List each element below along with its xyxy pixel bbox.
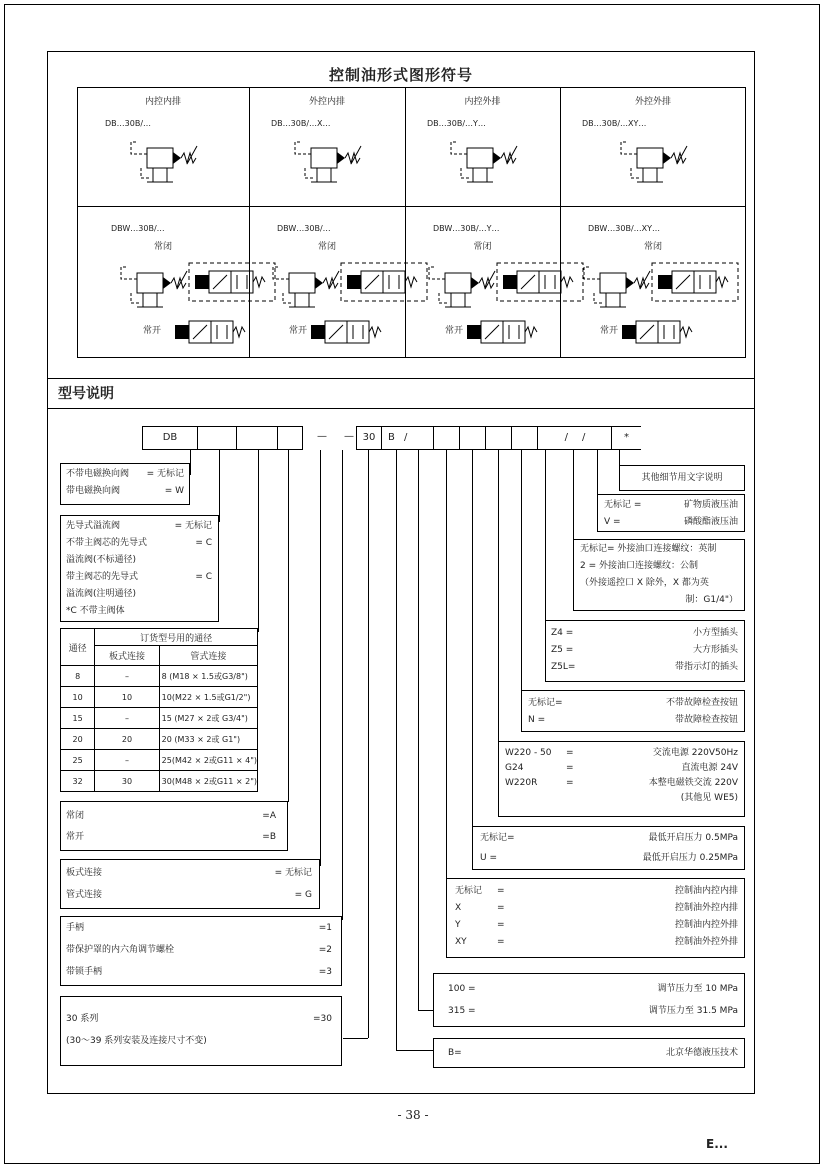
code-slash-2: /: [537, 426, 575, 450]
diameter-cell: 10: [95, 687, 159, 708]
code-slash-1: /: [404, 426, 434, 450]
diameter-cell: 25: [61, 750, 95, 771]
normally-closed-label: 常闭: [473, 242, 492, 252]
diameter-cell: 10(M22 × 1.5或G1/2"): [159, 687, 257, 708]
code-slot-3: [277, 426, 303, 450]
pressure-value: 调节压力至 31.5 MPa: [648, 1006, 738, 1016]
diameter-cell: 25(M42 × 2或G11 × 4"): [159, 750, 257, 771]
symbol-code: DBW…30B/…: [111, 224, 165, 233]
control-desc: 控制油外控外排: [674, 937, 738, 947]
diameter-cell: 15: [61, 708, 95, 729]
power-code: W220 - 50: [505, 748, 552, 758]
code-dash-1: —: [302, 426, 342, 450]
handle-label: 手柄: [66, 923, 85, 933]
power-desc: (其他见 WE5): [680, 793, 738, 803]
control-eq: =: [497, 937, 505, 947]
diameter-cell: 20: [95, 729, 159, 750]
diameter-cell: 10: [61, 687, 95, 708]
handle-value: =3: [318, 967, 332, 977]
symbol-cell-solenoid-2: [405, 207, 560, 357]
code-slot-7: [511, 426, 538, 450]
diameter-row: [61, 687, 258, 708]
valve-type-label: *C 不带主阀体: [66, 606, 125, 616]
symbol-cell-solenoid-3: [560, 207, 746, 357]
thread-line: 2 = 外接油口连接螺纹：公制: [580, 561, 698, 571]
nc-no-label: 常开: [66, 832, 85, 842]
diameter-cell: 8 (M18 × 1.5或G3/8"): [159, 666, 257, 687]
oil-value: 磷酸酯液压油: [683, 517, 738, 527]
pressure-min-label: 无标记=: [480, 833, 515, 843]
normally-closed-label: 常闭: [643, 242, 662, 252]
connection-value: = G: [294, 890, 312, 900]
control-desc: 控制油内控外排: [674, 920, 738, 930]
valve-type-label: 溢流阀(注明通径): [66, 589, 137, 599]
power-code: G24: [505, 763, 524, 773]
plug-value: 带指示灯的插头: [674, 662, 738, 672]
series-label: (30～39 系列安装及连接尺寸不变): [66, 1036, 207, 1046]
fault-value: 不带故障检查按钮: [665, 698, 738, 708]
nc-no-value: =B: [262, 832, 276, 842]
section-title-symbols: 控制油形式图形符号: [328, 66, 473, 84]
oil-label: V =: [604, 517, 621, 527]
control-code: 无标记: [455, 886, 483, 896]
plug-label: Z5 =: [551, 645, 574, 655]
pressure-value: 调节压力至 10 MPa: [657, 984, 738, 994]
relief-valve-symbol: [613, 134, 703, 194]
thread-line: 无标记= 外接油口连接螺纹：英制: [580, 544, 717, 554]
series-box: [60, 996, 342, 1066]
maker-code: B=: [448, 1048, 462, 1058]
diameter-cell: –: [95, 750, 159, 771]
symbol-cell-1: [249, 88, 405, 206]
power-desc: 交流电源 220V50Hz: [652, 748, 738, 758]
control-code: X: [455, 903, 462, 913]
fault-label: N =: [528, 715, 546, 725]
dia-head-order: 订货型号用的通径: [95, 629, 258, 646]
symbol-head: 内控外排: [464, 97, 501, 107]
power-eq: =: [566, 778, 574, 788]
control-eq: =: [497, 903, 505, 913]
connection-value: = 无标记: [274, 868, 312, 878]
control-code: XY: [455, 937, 467, 947]
control-eq: =: [497, 920, 505, 930]
fault-value: 带故障检查按钮: [674, 715, 738, 725]
oil-value: 矿物质液压油: [683, 500, 738, 510]
symbol-code: DBW…30B/…: [277, 224, 331, 233]
control-eq: =: [497, 886, 505, 896]
diameter-row: [61, 750, 258, 771]
handle-value: =2: [318, 945, 332, 955]
power-eq: =: [566, 763, 574, 773]
symbol-code: DB…30B/…XY…: [582, 119, 647, 128]
dia-head-size: 通径: [61, 629, 95, 666]
diameter-cell: 20: [61, 729, 95, 750]
power-desc: 直流电源 24V: [681, 763, 738, 773]
thread-line: （外接遥控口 X 除外，X 都为英: [580, 578, 709, 588]
solenoid-relief-symbol: [578, 257, 748, 367]
pressure-label: 315 =: [448, 1006, 476, 1016]
diameter-row: [61, 729, 258, 750]
power-code: W220R: [505, 778, 538, 788]
valve-type-label: 先导式溢流阀: [66, 521, 121, 531]
code-star: *: [611, 426, 641, 450]
relief-valve-symbol: [287, 134, 377, 194]
diameter-cell: 30(M48 × 2或G11 × 2"): [159, 771, 257, 792]
normally-open-label: 常开: [289, 326, 308, 336]
control-desc: 控制油内控内排: [674, 886, 738, 896]
symbol-cell-2: [405, 88, 560, 206]
power-eq: =: [566, 748, 574, 758]
nc-no-value: =A: [262, 811, 276, 821]
page-number: - 38 -: [397, 1108, 429, 1122]
pressure-min-value: 最低开启压力 0.25MPa: [642, 853, 738, 863]
handle-label: 带保护罩的内六角调节螺栓: [66, 945, 175, 955]
plug-label: Z5L=: [551, 662, 576, 672]
symbol-code: DBW…30B/…Y…: [433, 224, 500, 233]
code-30: 30: [356, 426, 382, 450]
diameter-cell: 32: [61, 771, 95, 792]
plug-label: Z4 =: [551, 628, 574, 638]
connection-label: 板式连接: [66, 868, 103, 878]
fault-label: 无标记=: [528, 698, 563, 708]
thread-line: 制：G1/4"）: [685, 595, 738, 605]
normally-closed-label: 常闭: [153, 242, 172, 252]
power-desc: 本整电磁铁交流 220V: [648, 778, 738, 788]
diameter-row: [61, 771, 258, 792]
symbol-head: 外控内排: [308, 97, 345, 107]
normally-closed-label: 常闭: [317, 242, 336, 252]
pressure-box: [433, 973, 745, 1027]
code-slot-1: [197, 426, 237, 450]
connection-label: 管式连接: [66, 890, 103, 900]
symbol-cell-0: [77, 88, 249, 206]
logo-text: E...: [706, 1137, 728, 1151]
diameter-table: [60, 628, 258, 792]
valve-type-value: = C: [195, 572, 212, 582]
code-slash-3: /: [574, 426, 612, 450]
plug-value: 大方形插头: [692, 645, 738, 655]
pressure-min-value: 最低开启压力 0.5MPa: [648, 833, 738, 843]
nc-no-box: [60, 801, 288, 851]
diameter-cell: –: [95, 708, 159, 729]
valve-type-label: 带主阀芯的先导式: [66, 572, 139, 582]
diameter-cell: 20 (M33 × 2或 G1"): [159, 729, 257, 750]
code-db: DB: [142, 426, 198, 450]
code-dash-2: —: [341, 426, 357, 450]
handle-label: 带锁手柄: [66, 967, 103, 977]
symbol-cell-3: [560, 88, 746, 206]
symbol-head: 外控外排: [634, 97, 671, 107]
other-detail-text: 其他细节用文字说明: [641, 473, 723, 483]
pressure-min-label: U =: [480, 853, 497, 863]
symbol-code: DB…30B/…: [105, 119, 152, 128]
plug-value: 小方型插头: [692, 628, 738, 638]
nc-no-label: 常闭: [66, 811, 85, 821]
valve-type-label: 不带主阀芯的先导式: [66, 538, 148, 548]
diameter-cell: –: [95, 666, 159, 687]
series-label: 30 系列: [66, 1014, 99, 1024]
symbol-code: DB…30B/…Y…: [427, 119, 486, 128]
code-slot-6: [485, 426, 512, 450]
symbol-code: DB…30B/…X…: [271, 119, 331, 128]
symbol-cell-solenoid-0: [77, 207, 249, 357]
valve-option-label: 带电磁换向阀: [66, 486, 121, 496]
code-b: B: [381, 426, 405, 450]
code-slot-4: [433, 426, 460, 450]
dia-head-plate: 板式连接: [95, 646, 159, 666]
valve-type-label: 溢流阀(不标通径): [66, 555, 137, 565]
diameter-cell: 15 (M27 × 2或 G3/4"): [159, 708, 257, 729]
diameter-row: [61, 666, 258, 687]
control-code: Y: [455, 920, 461, 930]
valve-type-value: = 无标记: [174, 521, 212, 531]
maker-name: 北京华德液压技术: [665, 1048, 738, 1058]
relief-valve-symbol: [443, 134, 533, 194]
valve-type-value: = C: [195, 538, 212, 548]
diameter-cell: 8: [61, 666, 95, 687]
dia-head-pipe: 管式连接: [159, 646, 257, 666]
handle-value: =1: [318, 923, 332, 933]
pressure-label: 100 =: [448, 984, 476, 994]
code-slot-5: [459, 426, 486, 450]
diameter-cell: 30: [95, 771, 159, 792]
normally-open-label: 常开: [600, 326, 619, 336]
relief-valve-symbol: [123, 134, 213, 194]
valve-option-label: 不带电磁换向阀: [66, 469, 130, 479]
series-value: =30: [313, 1014, 332, 1024]
diameter-row: [61, 708, 258, 729]
code-slot-2: [236, 426, 278, 450]
oil-label: 无标记 =: [604, 500, 642, 510]
section-title-model: 型号说明: [58, 386, 114, 402]
symbol-head: 内控内排: [144, 97, 181, 107]
normally-open-label: 常开: [143, 326, 162, 336]
normally-open-label: 常开: [445, 326, 464, 336]
symbol-cell-solenoid-1: [249, 207, 405, 357]
valve-option-value: = 无标记: [146, 469, 184, 479]
valve-option-value: = W: [164, 486, 184, 496]
control-desc: 控制油外控内排: [674, 903, 738, 913]
symbol-code: DBW…30B/…XY…: [588, 224, 661, 233]
